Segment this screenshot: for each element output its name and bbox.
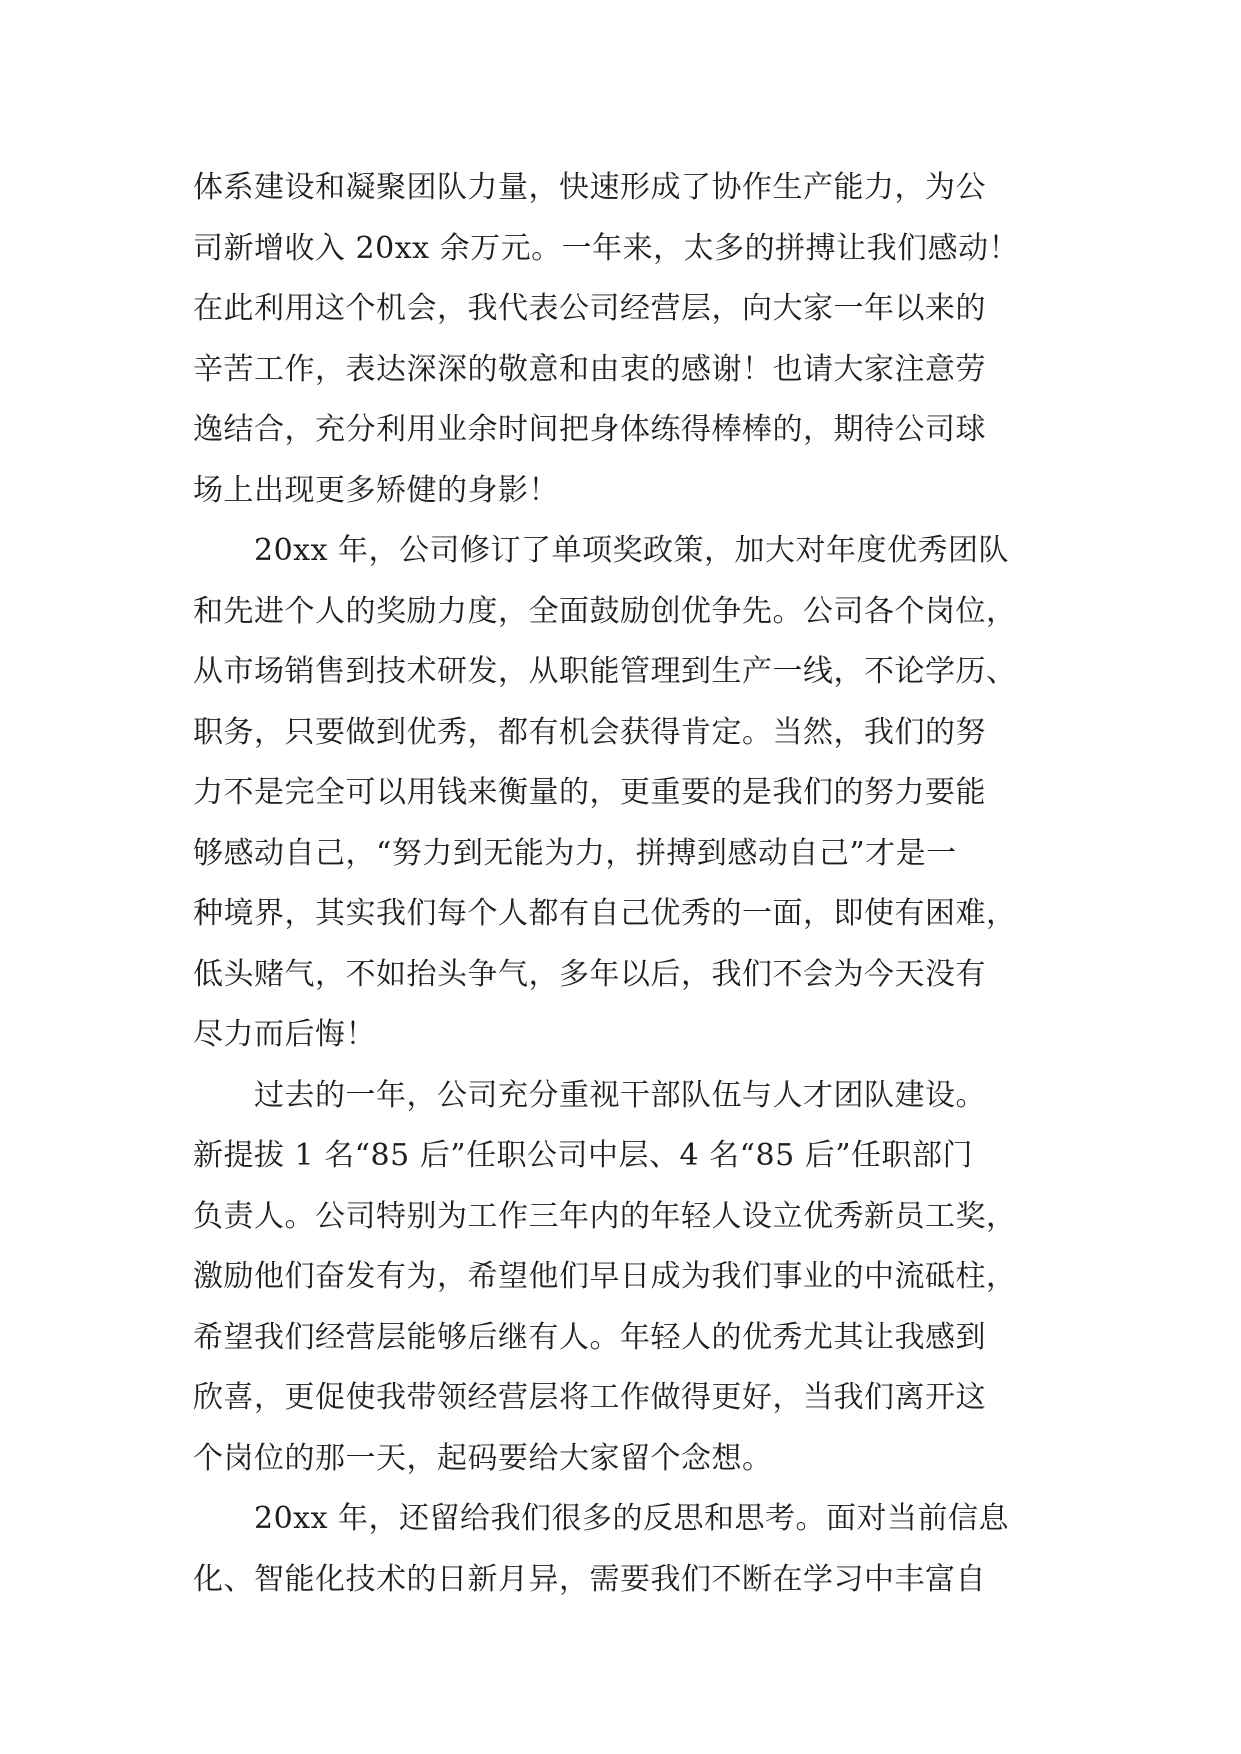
- paragraph-3-line-6: 欣喜，更促使我带领经营层将工作做得更好，当我们离开这: [193, 1380, 986, 1415]
- paragraph-3-line-2: 新提拔 1 名“85 后”任职公司中层、4 名“85 后”任职部门: [193, 1138, 974, 1173]
- paragraph-1-line-3: 在此利用这个机会，我代表公司经营层，向大家一年以来的: [193, 291, 986, 326]
- paragraph-3-line-5: 希望我们经营层能够后继有人。年轻人的优秀尤其让我感到: [193, 1319, 986, 1355]
- paragraph-2-line-9: 尽力而后悔！: [193, 1017, 376, 1052]
- paragraph-3-line-1: 过去的一年，公司充分重视干部队伍与人才团队建设。: [254, 1077, 986, 1113]
- paragraph-4-line-2: 化、智能化技术的日新月异，需要我们不断在学习中丰富自: [193, 1561, 986, 1597]
- paragraph-2-line-2: 和先进个人的奖励力度，全面鼓励创优争先。公司各个岗位，: [193, 593, 1017, 629]
- paragraph-1-line-2: 司新增收入 20xx 余万元。一年来，太多的拼搏让我们感动！: [193, 230, 1020, 266]
- paragraph-3-line-4: 激励他们奋发有为，希望他们早日成为我们事业的中流砥柱，: [193, 1259, 1017, 1294]
- paragraph-2-line-8: 低头赌气，不如抬头争气，多年以后，我们不会为今天没有: [193, 956, 986, 992]
- paragraph-2-line-1: 20xx 年，公司修订了单项奖政策，加大对年度优秀团队: [254, 533, 1010, 568]
- paragraph-2-line-7: 种境界，其实我们每个人都有自己优秀的一面，即使有困难，: [193, 896, 1017, 931]
- paragraph-2-line-5: 力不是完全可以用钱来衡量的，更重要的是我们的努力要能: [193, 775, 986, 810]
- paragraph-2-line-3: 从市场销售到技术研发，从职能管理到生产一线，不论学历、: [193, 654, 1017, 689]
- paragraph-2-line-6: 够感动自己，“努力到无能为力，拼搏到感动自己”才是一: [193, 835, 957, 871]
- paragraph-2-line-4: 职务，只要做到优秀，都有机会获得肯定。当然，我们的努: [193, 714, 986, 750]
- paragraph-4-line-1: 20xx 年，还留给我们很多的反思和思考。面对当前信息: [254, 1501, 1010, 1536]
- paragraph-3-line-7: 个岗位的那一天，起码要给大家留个念想。: [193, 1440, 773, 1476]
- paragraph-1-line-5: 逸结合，充分利用业余时间把身体练得棒棒的，期待公司球: [193, 412, 986, 447]
- paragraph-1-line-1: 体系建设和凝聚团队力量，快速形成了协作生产能力，为公: [193, 170, 986, 205]
- paragraph-3-line-3: 负责人。公司特别为工作三年内的年轻人设立优秀新员工奖，: [193, 1198, 1017, 1234]
- paragraph-1-line-4: 辛苦工作，表达深深的敬意和由衷的感谢！也请大家注意劳: [193, 351, 986, 387]
- document-body: [193, 158, 1073, 1610]
- paragraph-1-line-6: 场上出现更多矫健的身影！: [193, 472, 559, 508]
